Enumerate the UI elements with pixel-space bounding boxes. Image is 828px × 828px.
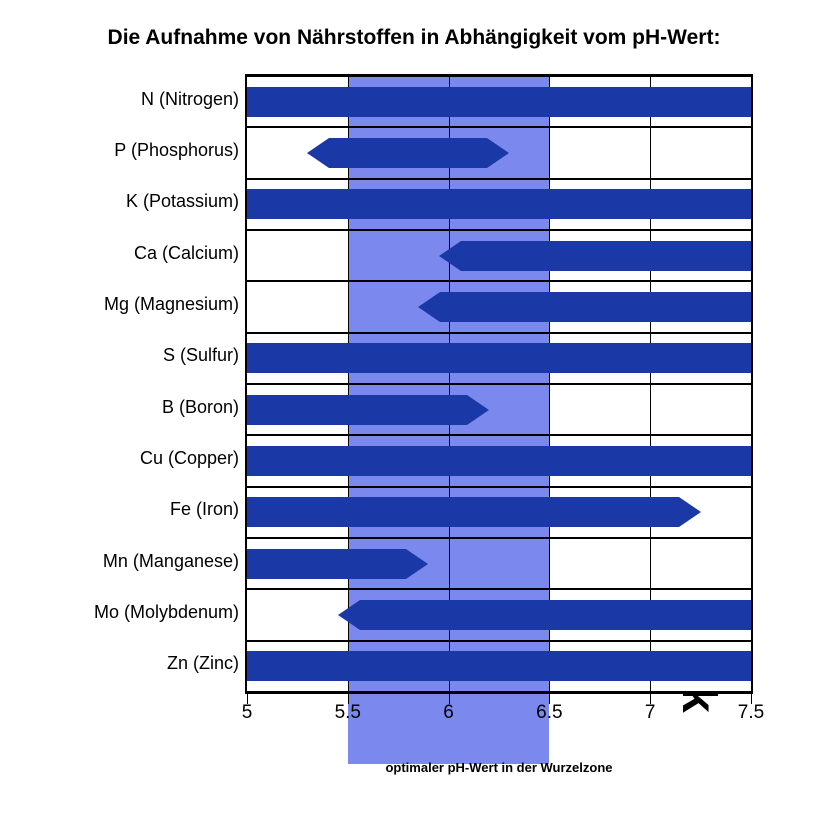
category-label: Mo (Molybdenum): [93, 602, 239, 622]
bar-fe: [247, 497, 679, 527]
category-label: Mg (Magnesium): [103, 294, 239, 314]
category-label: K (Potassium): [125, 191, 239, 212]
bar-ca: [461, 241, 751, 271]
bar-mo: [360, 600, 751, 630]
bar-mg: [440, 292, 751, 322]
arrow-right-icon: [487, 138, 509, 168]
category-label: Cu (Copper): [139, 448, 239, 468]
x-tick-label: 7: [644, 702, 656, 723]
category-label: B (Boron): [161, 396, 239, 417]
bar-mn: [247, 549, 406, 579]
arrow-right-icon: [406, 549, 428, 579]
arrow-left-icon: [307, 138, 329, 168]
category-label: Fe (Iron): [169, 499, 239, 520]
bar-k: [247, 189, 751, 219]
bar-cu: [247, 446, 751, 476]
category-axis: [0, 74, 239, 694]
bar-b: [247, 395, 467, 425]
category-label: S (Sulfur): [162, 345, 239, 366]
bar-n: [247, 87, 751, 117]
arrow-left-icon: [439, 241, 461, 271]
bar-s: [247, 343, 751, 373]
page-title: Die Aufnahme von Nährstoffen in Abhängigkeit vom pH-Wert:: [107, 26, 721, 49]
arrow-left-icon: [418, 292, 440, 322]
category-label: Mn (Manganese): [102, 550, 239, 571]
x-tick-label: 6: [443, 702, 454, 723]
bar-p: [329, 138, 487, 168]
bar-zn: [247, 651, 751, 681]
category-label: Zn (Zinc): [167, 653, 239, 674]
category-label: P (Phosphorus): [114, 140, 239, 160]
category-label: Ca (Calcium): [133, 242, 239, 263]
arrow-right-icon: [679, 497, 701, 527]
arrow-right-icon: [467, 395, 489, 425]
category-label: N (Nitrogen): [140, 88, 239, 109]
optimal-band-caption: optimaler pH-Wert in der Wurzelzone: [385, 760, 613, 775]
x-tick-label: 7.5: [737, 702, 765, 723]
plot-area: [245, 74, 753, 694]
x-tick-label: 5: [241, 702, 253, 723]
x-tick-label: 6.5: [536, 702, 563, 723]
x-tick-label: 5.5: [334, 702, 362, 723]
arrow-left-icon: [338, 600, 360, 630]
x-axis: [241, 694, 765, 734]
